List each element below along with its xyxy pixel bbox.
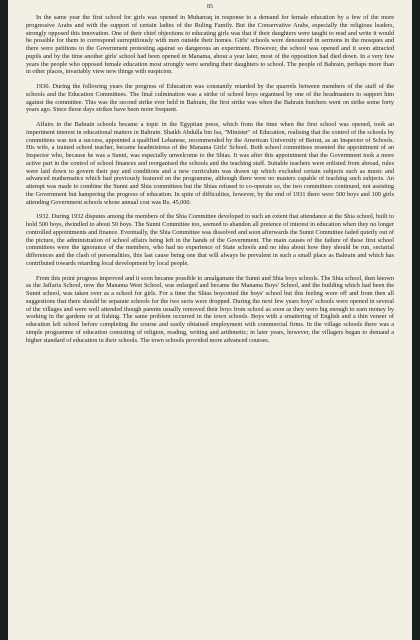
- paragraph-1930: 1930. During the following years the progress of Education was constantly retarded by the quarrels between members of the staff of the schools and the Education Committees. The final culmination was a strike of school boys organised by one of the headmasters to support him against the committee. This was the second strike ever held in Bahrain, the first strike was when the Bahrain butchers went on strike some forty years ago. Since those days strikes have been more frequent.: [26, 83, 394, 114]
- paragraph-progress-improved: From this point progress improved and it soon became possible to amalgamate the Sunni and Shia boys schools. The Shia school, then known as the Jaffaria School, now the Manama West School, was enlarged and became the Manama Boys' School, and the building which had been the Sunni school, was taken over as a school for girls. For a time the Shias boycotted the boys' school but this feeling wore off and from then all suggestions that there should be separate schools for the two sects were dropped. During the next few years boys' schools were opened in several of the villages and were well attended though parents usually removed their boys from school as soon as they were big enough to earn money by working in the gardens or at fishing. The same problem occurred in the town schools. Boys with a smattering of English and a thin veneer of education left school before completing the course and easily obtained employment with commercial firms. In the village schools there was a simple programme of education consisting of religion, reading, writing and arithmetic; in later years, however, the villagers began to demand a higher standard of education in their schools. The town schools provided more advanced courses.: [26, 274, 394, 344]
- document-page: [8, 0, 412, 640]
- paragraph-affairs-in-schools: Affairs in the Bahrain schools became a topic in the Egyptian press, which from the time when the first school was opened, took an impertinent interest in educational matters in Bahrain. Shaikh Abdulla bin Isa, "Minister" of Education, realising that the control of the schools by committees was not a success, appointed a qualified Lebanese, recommended by the American University of Beirut, as an Inspector of Schools. His wife, a trained school teacher, became headmistress of the Manama Girls' School. Both school committees resented the appointment of an Inspector who, because he was a Sunni, was especially unwelcome to the Shias. It was after this appointment that the Government took a more active part in the control of school finances and reorganised the schools and the teaching staff. Suitable teachers were enlisted from abroad, rules were laid down to govern their pay and conditions and a new curriculum was drawn up which excluded certain subjects such as music and advanced mathematics which had previously featured on the programme, although there were no masters capable of teaching such subjects. An attempt was made to combine the Sunni and Shia committees but the Shias refused to co-operate so, the two committees continued, not assisting the Government but hampering the progress of education. In spite of difficulties, however, by the end of 1931 there were 500 boys and 100 girls attending Government schools whose annual cost was Rs. 45,000.: [26, 121, 394, 206]
- paragraph-1932: 1932. During 1932 disputes among the members of the Shia Committee developed to such an extent that attendance at the Shia school, built to hold 500 boys, dwindled to about 50 boys. The Sunni Committee too, seemed to abandon all pretence of interest in education when they no longer controlled appointments and finance. Eventually, the Shia Committee was dissolved and soon afterwards the Sunni Committee faded quietly out of the picture, the administration of school affairs being left in the hands of the Government. The main causes of the failure of these first school committees were the ignorance of the members, who had no experience of State schools and no idea about how they should be run, sectarial differences and the clash of personalities, this last cause being one that will always be prevalent in such a small place as Bahrain and which has contributed towards retarding local development by local people.: [26, 213, 394, 267]
- page-number: 85: [207, 4, 213, 10]
- paragraph-girls-school: In the same year the first school for girls was opened in Muharraq in response to a demand for female education by a few of the more progressive Arabs and with the support of certain ladies of the Ruling Family. But the Conservative Arabs, especially the religious leaders, strongly opposed this innovation. One of their chief objections to educating girls was that if their daughters were taught to read and write it would be possible for them to correspond surreptitiously with men outside their homes. Girls' schools were denounced in sermons in the mosques and there were petitions to the Government protesting against so dangerous an experiment. However, the school was opened and it soon attracted pupils and by the time another girls' school had been opened in Manama, about a year later, most of the opposition had died down. In a very few years the people who opposed female education most strongly were sending their daughters to school. The people of Bahrain, perhaps more than in other places, invariably view new things with suspicion.: [26, 14, 394, 76]
